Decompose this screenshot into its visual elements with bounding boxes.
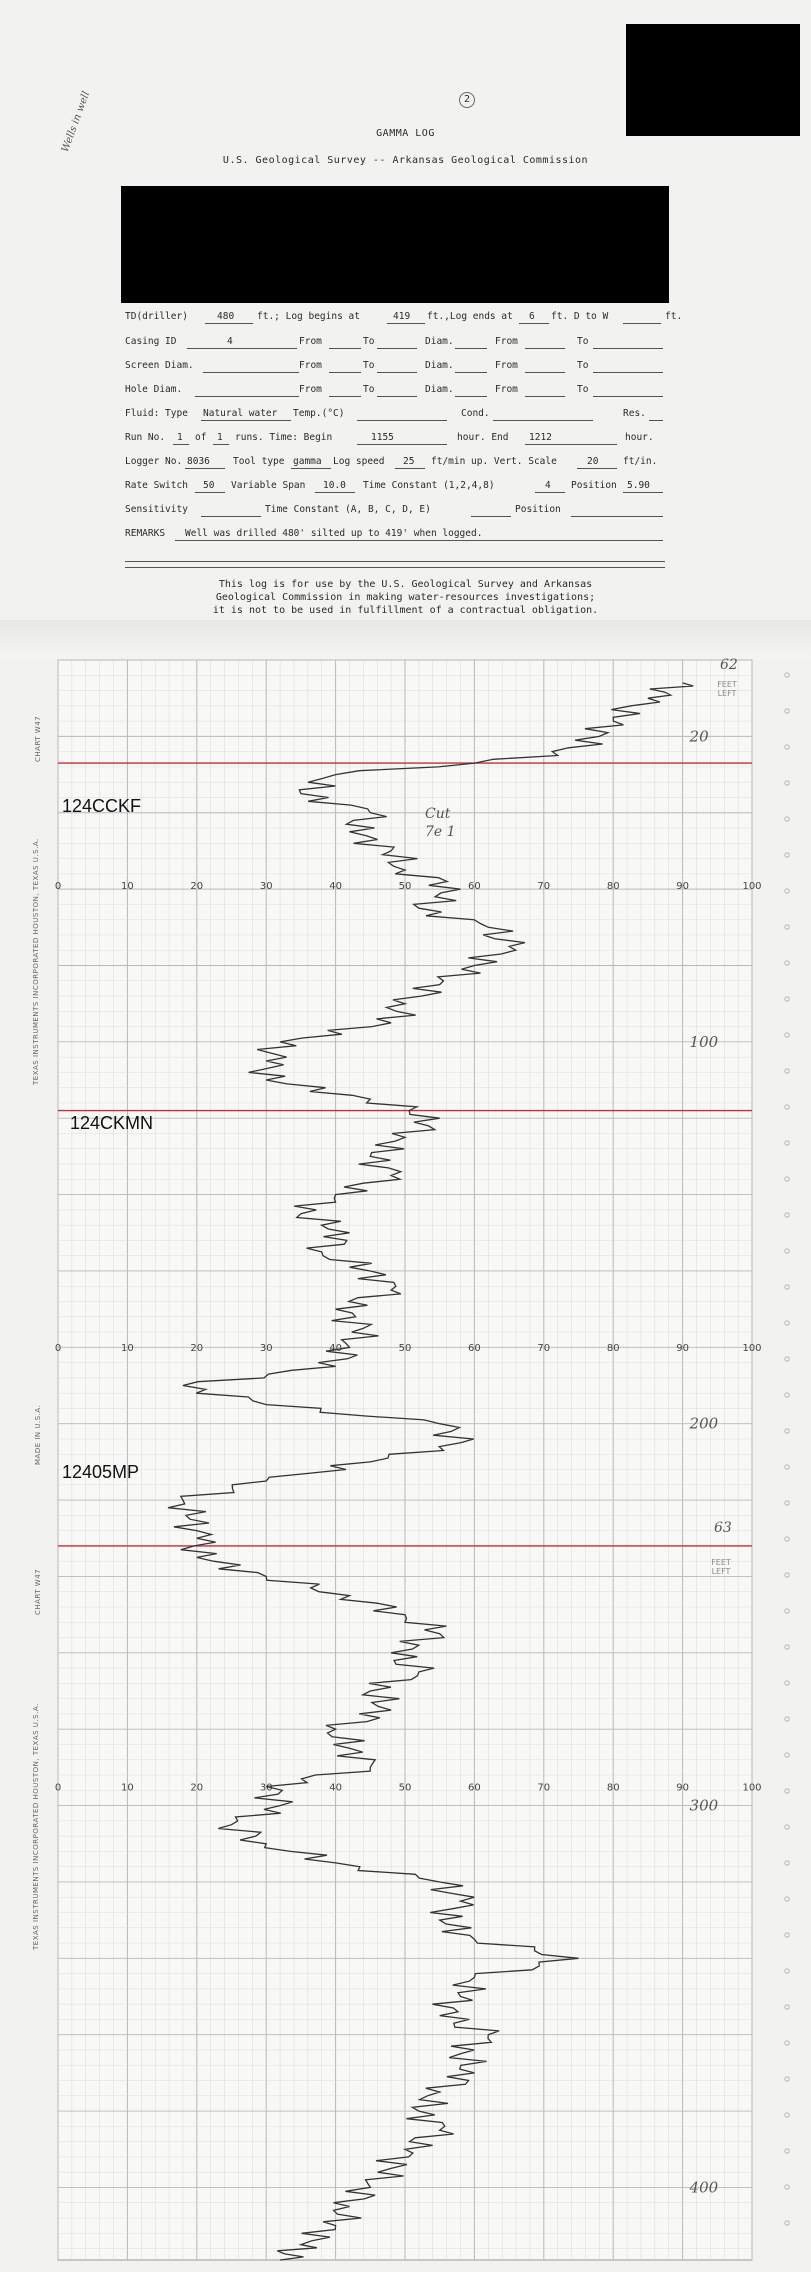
x-tick-label: 90 xyxy=(676,881,689,893)
form-divider-2 xyxy=(125,567,665,568)
tool-label: Tool type xyxy=(233,456,285,467)
sprocket-hole xyxy=(785,1789,789,1793)
depth-label: 100 xyxy=(689,1032,719,1051)
sprocket-hole xyxy=(785,1429,789,1433)
margin-note: Wells in well xyxy=(60,90,93,154)
x-tick-label: 80 xyxy=(606,881,620,893)
time-begin-label: runs. Time: Begin xyxy=(235,432,333,443)
x-tick-label: 30 xyxy=(259,1782,273,1794)
x-tick-label: 70 xyxy=(537,1343,551,1355)
screen-to-label: To xyxy=(363,360,375,371)
form-row-hole xyxy=(125,384,665,400)
span-value: 10.0 xyxy=(323,480,346,491)
fluid-value: Natural water xyxy=(203,408,278,419)
speed-value: 25 xyxy=(403,456,415,467)
x-tick-label: 90 xyxy=(676,1782,689,1794)
fluid-label: Fluid: Type xyxy=(125,408,188,419)
sprocket-hole xyxy=(785,1213,789,1217)
x-tick-label: 20 xyxy=(190,881,204,893)
feet-left-2: FEET LEFT xyxy=(711,1558,731,1576)
screen-from-label: From xyxy=(299,360,322,371)
log-begins-value: 419 xyxy=(393,311,411,322)
res-label: Res. xyxy=(623,408,646,419)
span-label: Variable Span xyxy=(231,480,306,491)
td-unit: ft.; Log begins at xyxy=(257,311,360,322)
sprocket-hole xyxy=(785,1933,789,1937)
time-constant2-label: Time Constant (A, B, C, D, E) xyxy=(265,504,431,515)
sprocket-hole xyxy=(785,673,789,677)
of-value: 1 xyxy=(217,432,223,443)
sprocket-hole xyxy=(785,2041,789,2045)
cond-label: Cond. xyxy=(461,408,490,419)
log-ends-label: ft.,Log ends at xyxy=(427,311,513,322)
remarks-value: Well was drilled 480' silted up to 419' when logged. xyxy=(185,528,483,539)
x-tick-label: 0 xyxy=(54,881,62,893)
x-tick-label: 50 xyxy=(398,881,412,893)
logger-label: Logger No. xyxy=(125,456,183,467)
rate-label: Rate Switch xyxy=(125,480,188,491)
sprocket-hole xyxy=(785,1681,789,1685)
screen-to2-label: To xyxy=(577,360,589,371)
formation-label-3: 12405MP xyxy=(62,1462,140,1482)
form-row-remarks xyxy=(125,528,665,544)
sprocket-hole xyxy=(785,1573,789,1577)
position2-label: Position xyxy=(515,504,561,515)
log-ends-value: 6 xyxy=(529,311,535,322)
sprocket-hole xyxy=(785,1717,789,1721)
sprocket-hole xyxy=(785,745,789,749)
form-row-fluid xyxy=(125,408,665,424)
x-tick-label: 20 xyxy=(190,1782,204,1794)
position-label: Position xyxy=(571,480,617,491)
redacted-block-top-right xyxy=(626,24,800,136)
sprocket-hole xyxy=(785,1897,789,1901)
time-end-value: 1212 xyxy=(529,432,552,443)
td-value: 480 xyxy=(217,311,235,322)
sprocket-hole xyxy=(785,1357,789,1361)
x-tick-label: 100 xyxy=(742,1343,762,1355)
hole-from-label: From xyxy=(299,384,322,395)
time-end-label: hour. End xyxy=(457,432,509,443)
time-constant-label: Time Constant (1,2,4,8) xyxy=(363,480,495,491)
x-tick-label: 0 xyxy=(54,1782,62,1794)
temp-label: Temp.(°C) xyxy=(293,408,345,419)
sprocket-hole xyxy=(785,1033,789,1037)
x-tick-label: 70 xyxy=(537,1782,551,1794)
sprocket-hole xyxy=(785,2185,789,2189)
x-tick-label: 10 xyxy=(121,881,134,893)
redacted-block-header xyxy=(121,186,669,303)
feet-left-1: FEET LEFT xyxy=(717,680,737,698)
hour-label: hour. xyxy=(625,432,654,443)
x-tick-label: 30 xyxy=(259,1343,273,1355)
x-tick-label: 80 xyxy=(606,1782,620,1794)
sprocket-hole xyxy=(785,1609,789,1613)
chart-id-text-1: CHART W47 xyxy=(34,715,42,762)
sprocket-hole xyxy=(785,1969,789,1973)
page-number: 2 xyxy=(459,92,475,108)
form-row-sensitivity xyxy=(125,504,665,520)
d-to-w-label: ft. D to W xyxy=(551,311,609,322)
remarks-label: REMARKS xyxy=(125,528,166,539)
handwritten-cut-note: Cut 7e 1 xyxy=(425,806,456,840)
disclaimer-line-2: Geological Commission in making water-resources investigations; xyxy=(215,592,596,603)
chart-maker-text-1: TEXAS INSTRUMENTS INCORPORATED HOUSTON, TEXAS U.S.A. xyxy=(32,838,40,1085)
form-row-rate xyxy=(125,480,665,496)
sprocket-hole xyxy=(785,2077,789,2081)
tool-value: gamma xyxy=(293,456,322,467)
sprocket-hole xyxy=(785,1249,789,1253)
sprocket-hole xyxy=(785,2113,789,2117)
vert-scale-unit: ft/in. xyxy=(623,456,658,467)
sprocket-hole xyxy=(785,1645,789,1649)
sprocket-hole xyxy=(785,1321,789,1325)
depth-label: 20 xyxy=(689,727,709,746)
rate-value: 50 xyxy=(203,480,215,491)
depth-label: 200 xyxy=(689,1414,719,1433)
hole-to2-label: To xyxy=(577,384,589,395)
time-constant-value: 4 xyxy=(545,480,551,491)
of-label: of xyxy=(195,432,207,443)
x-tick-label: 40 xyxy=(329,1343,342,1355)
log-title: GAMMA LOG xyxy=(376,128,435,139)
sprocket-hole xyxy=(785,1393,789,1397)
screen-label: Screen Diam. xyxy=(125,360,194,371)
casing-from2-label: From xyxy=(495,336,518,347)
x-tick-label: 50 xyxy=(398,1343,412,1355)
form-row-logger xyxy=(125,456,665,472)
sprocket-hole xyxy=(785,889,789,893)
made-in-text: MADE IN U.S.A. xyxy=(34,1404,42,1465)
form-row-screen xyxy=(125,360,665,376)
run-label: Run No. xyxy=(125,432,166,443)
formation-label-1: 124CCKF xyxy=(62,796,142,816)
casing-diam-label: Diam. xyxy=(425,336,454,347)
td-label: TD(driller) xyxy=(125,311,188,322)
casing-value: 4 xyxy=(227,336,233,347)
sprocket-hole xyxy=(785,1105,789,1109)
sprocket-hole xyxy=(785,1069,789,1073)
casing-to2-label: To xyxy=(577,336,589,347)
time-begin-value: 1155 xyxy=(371,432,394,443)
x-tick-label: 30 xyxy=(259,881,273,893)
x-tick-label: 60 xyxy=(468,1343,481,1355)
sprocket-hole xyxy=(785,853,789,857)
sprocket-hole xyxy=(785,1465,789,1469)
sheet-code-1: 62 xyxy=(720,657,738,673)
x-tick-label: 60 xyxy=(468,1782,481,1794)
form-divider-1 xyxy=(125,561,665,562)
sprocket-hole xyxy=(785,1501,789,1505)
form-row-run xyxy=(125,432,665,448)
x-tick-label: 90 xyxy=(676,1343,689,1355)
sprocket-hole xyxy=(785,1177,789,1181)
sprocket-hole xyxy=(785,2005,789,2009)
casing-label: Casing ID xyxy=(125,336,177,347)
disclaimer-line-1: This log is for use by the U.S. Geological Survey and Arkansas xyxy=(218,579,593,590)
sprocket-hole xyxy=(785,1825,789,1829)
x-tick-label: 50 xyxy=(398,1782,412,1794)
sprocket-hole xyxy=(785,997,789,1001)
position-value: 5.90 xyxy=(627,480,650,491)
x-tick-label: 20 xyxy=(190,1343,204,1355)
sprocket-hole xyxy=(785,1537,789,1541)
sprocket-hole xyxy=(785,709,789,713)
x-tick-label: 70 xyxy=(537,881,551,893)
depth-label: 400 xyxy=(689,2178,719,2197)
depth-label: 300 xyxy=(689,1796,719,1815)
screen-from2-label: From xyxy=(495,360,518,371)
x-tick-label: 100 xyxy=(742,1782,762,1794)
casing-to-label: To xyxy=(363,336,375,347)
vert-scale-value: 20 xyxy=(587,456,599,467)
run-value: 1 xyxy=(177,432,183,443)
agency-line: U.S. Geological Survey -- Arkansas Geological Commission xyxy=(222,155,589,166)
sprocket-hole xyxy=(785,1141,789,1145)
x-tick-label: 40 xyxy=(329,881,342,893)
sprocket-hole xyxy=(785,2149,789,2153)
x-tick-label: 10 xyxy=(121,1782,134,1794)
chart-maker-text-2: TEXAS INSTRUMENTS INCORPORATED HOUSTON, TEXAS U.S.A. xyxy=(32,1703,40,1950)
formation-label-2: 124CKMN xyxy=(70,1113,154,1133)
x-tick-label: 40 xyxy=(329,1782,342,1794)
x-tick-label: 80 xyxy=(606,1343,620,1355)
sprocket-hole xyxy=(785,1753,789,1757)
x-tick-label: 10 xyxy=(121,1343,134,1355)
chart-id-text-2: CHART W47 xyxy=(34,1568,42,1615)
sensitivity-label: Sensitivity xyxy=(125,504,188,515)
sprocket-hole xyxy=(785,961,789,965)
hole-label: Hole Diam. xyxy=(125,384,183,395)
hole-to-label: To xyxy=(363,384,375,395)
speed-label: Log speed xyxy=(333,456,385,467)
form-row-td xyxy=(125,311,683,327)
sprocket-hole xyxy=(785,925,789,929)
sprocket-hole xyxy=(785,2221,789,2225)
sheet-code-2: 63 xyxy=(714,1520,732,1536)
sprocket-hole xyxy=(785,781,789,785)
sprocket-hole xyxy=(785,1861,789,1865)
x-tick-label: 100 xyxy=(742,881,762,893)
speed-unit: ft/min up. Vert. Scale xyxy=(431,456,557,467)
sprocket-hole xyxy=(785,1285,789,1289)
d-to-w-unit: ft. xyxy=(665,311,683,322)
disclaimer-line-3: it is not to be used in fulfillment of a contractual obligation. xyxy=(212,605,599,616)
paper-fold xyxy=(0,620,811,660)
form-row-casing xyxy=(125,336,665,352)
hole-from2-label: From xyxy=(495,384,518,395)
sprocket-hole xyxy=(785,817,789,821)
hole-diam-label: Diam. xyxy=(425,384,454,395)
casing-from-label: From xyxy=(299,336,322,347)
x-tick-label: 0 xyxy=(54,1343,62,1355)
logger-value: 8036 xyxy=(187,456,210,467)
screen-diam-label: Diam. xyxy=(425,360,454,371)
x-tick-label: 60 xyxy=(468,881,481,893)
